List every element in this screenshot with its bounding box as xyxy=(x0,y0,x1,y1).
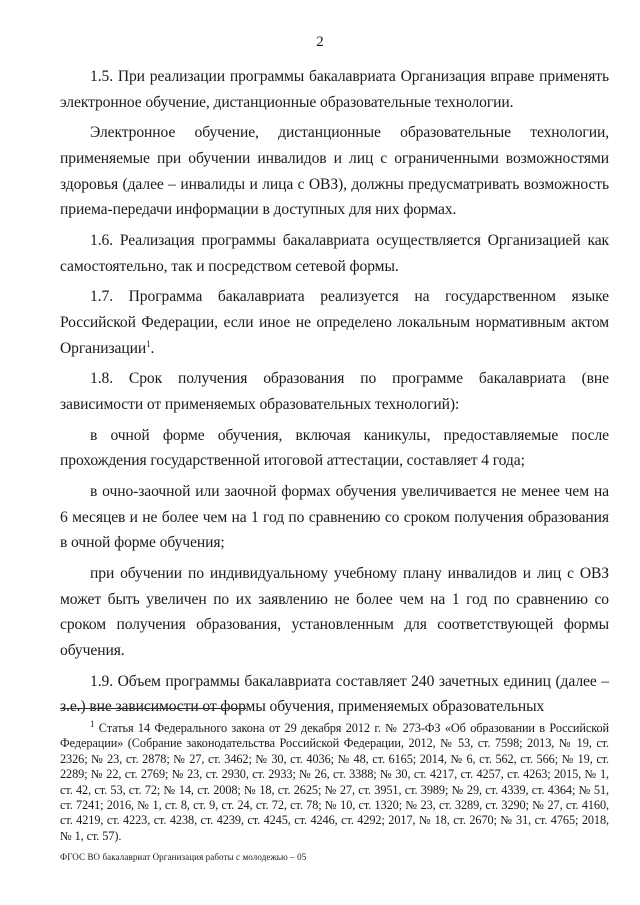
document-body xyxy=(60,64,609,720)
paragraph-1-5: 1.5. При реализации программы бакалавриата Организация вправе применять электронное обучение, дистанционные образовательные технологии. xyxy=(60,68,609,111)
footnote-text: Статья 14 Федерального закона от 29 декабря 2012 г. № 273-ФЗ «Об образовании в Российской Федерации» (Собрание законодательства Российской Федерации, 2012, № 53, ст. 7598; 2013, № 19, ст. 2326; № 23, ст. 2878; № 27, ст. 3462; № 30, ст. 4036; № 48, ст. 6165; 2014, № 6, ст. 562, ст. 566; № 19, ст. 2289; № 22, ст. 2769; № 23, ст. 2930, ст. 2933; № 26, ст. 3388; № 30, ст. 4217, ст. 4257, ст. 4263; 2015, № 1, ст. 42, ст. 53, ст. 72; № 14, ст. 2008; № 18, ст. 2625; № 27, ст. 3951, ст. 3989; № 29, ст. 4339, ст. 4364; № 51, ст. 7241; 2016, № 1, ст. 8, ст. 9, ст. 24, ст. 72, ст. 78; № 10, ст. 1320; № 23, ст. 3289, ст. 3290; № 27, ст. 4160, ст. 4219, ст. 4223, ст. 4238, ст. 4239, ст. 4245, ст. 4246, ст. 4292; 2017, № 18, ст. 2670; № 31, ст. 4765; 2018, № 1, ст. 57). xyxy=(60,721,609,843)
footnote-reference[interactable]: 1 xyxy=(146,338,151,349)
footnote-divider xyxy=(60,708,246,709)
paragraph-1-7 xyxy=(60,284,609,361)
page-number: 2 xyxy=(316,34,324,50)
paragraph-1-8: 1.8. Срок получения образования по программе бакалавриата (вне зависимости от применяемых образовательных технологий): xyxy=(60,370,609,413)
footnote-marker: 1 xyxy=(90,718,95,729)
paragraph-full-time: в очной форме обучения, включая каникулы, предоставляемые после прохождения государственной итоговой аттестации, составляет 4 года; xyxy=(60,426,609,470)
paragraph-e-learning: Электронное обучение, дистанционные образовательные технологии, применяемые при обучении инвалидов и лиц с ограниченными возможностями здоровья (далее – инвалиды и лица с ОВЗ), должны предусматривать возможность приема-передачи информации в доступных для них формах. xyxy=(60,124,609,219)
paragraph-1-9: 1.9. Объем программы бакалавриата составляет 240 зачетных единиц (далее – з.е.) вне зависимости от формы обучения, применяемых образовательных xyxy=(60,672,609,716)
paragraph-individual-plan: при обучении по индивидуальному учебному плану инвалидов и лиц с ОВЗ может быть увеличен по их заявлению не более чем на 1 год по сравнению со сроком получения образования, установленным для соответствующей формы обучения. xyxy=(60,565,609,659)
footnote xyxy=(60,718,609,844)
paragraph-1-7-text: 1.7. Программа бакалавриата реализуется на государственном языке Российской Федерации, если иное не определено локальным нормативным актом Организации xyxy=(60,288,609,357)
paragraph-part-time: в очно-заочной или заочной формах обучения увеличивается не менее чем на 6 месяцев и не более чем на 1 год по сравнению со сроком получения образования в очной форме обучения; xyxy=(60,483,609,552)
paragraph-1-6: 1.6. Реализация программы бакалавриата осуществляется Организацией как самостоятельно, так и посредством сетевой формы. xyxy=(60,231,609,275)
paragraph-1-7-tail: . xyxy=(150,339,155,357)
page-footer: ФГОС ВО бакалавриат Организация работы с молодежью – 05 xyxy=(60,852,307,862)
